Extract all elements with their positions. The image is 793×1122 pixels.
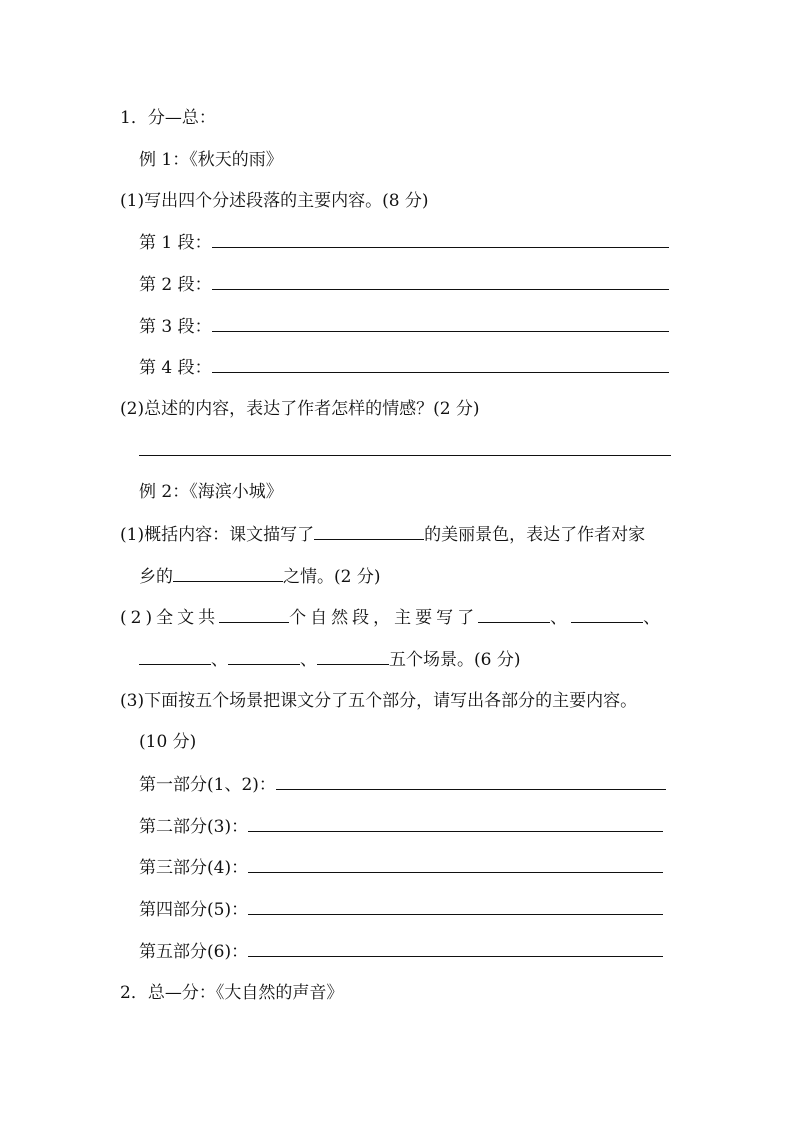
paragraph-2-label: 第 2 段： bbox=[139, 275, 212, 295]
paragraph-1-answer-blank[interactable] bbox=[212, 231, 669, 248]
q1-text-a: (1)概括内容：课文描写了 bbox=[120, 525, 315, 545]
part-5-row bbox=[139, 940, 663, 963]
paragraph-3-label: 第 3 段： bbox=[139, 317, 212, 337]
paragraph-2-row bbox=[139, 273, 669, 296]
scene-4-blank[interactable] bbox=[228, 648, 300, 665]
scene-5-blank[interactable] bbox=[317, 648, 389, 665]
paragraph-count-blank[interactable] bbox=[219, 606, 289, 623]
part-2-row bbox=[139, 815, 663, 838]
example1-question1: (1)写出四个分述段落的主要内容。(8 分) bbox=[120, 191, 429, 211]
feeling-blank[interactable] bbox=[173, 565, 283, 582]
example2-title: 例 2：《海滨小城》 bbox=[139, 482, 283, 502]
paragraph-1-row bbox=[139, 231, 669, 254]
q2-text-a: (2)全文共 bbox=[120, 608, 220, 628]
separator: 、 bbox=[211, 650, 228, 670]
example2-question3-score: (10 分) bbox=[139, 732, 197, 752]
scene-2-blank[interactable] bbox=[571, 606, 643, 623]
paragraph-4-answer-blank[interactable] bbox=[212, 356, 669, 373]
part-3-row bbox=[139, 856, 663, 879]
q2-text-b: 个自然段，主要写了 bbox=[289, 608, 479, 628]
example1-title: 例 1：《秋天的雨》 bbox=[139, 150, 283, 170]
scenery-blank[interactable] bbox=[314, 523, 424, 540]
emotion-answer-blank[interactable] bbox=[139, 439, 671, 456]
part-4-answer-blank[interactable] bbox=[248, 898, 663, 915]
example2-question3: (3)下面按五个场景把课文分了五个部分，请写出各部分的主要内容。 bbox=[120, 691, 638, 711]
example2-question2-line2 bbox=[139, 648, 520, 671]
part-4-row bbox=[139, 898, 663, 921]
part-3-answer-blank[interactable] bbox=[248, 856, 663, 873]
q1-text-b: 的美丽景色，表达了作者对家 bbox=[424, 525, 646, 545]
example1-question2: (2)总述的内容，表达了作者怎样的情感？(2 分) bbox=[120, 399, 480, 419]
scene-3-blank[interactable] bbox=[139, 648, 211, 665]
part-1-label: 第一部分(1、2)： bbox=[139, 775, 276, 795]
emotion-answer-row bbox=[139, 439, 671, 462]
part-5-label: 第五部分(6)： bbox=[139, 942, 249, 962]
paragraph-4-label: 第 4 段： bbox=[139, 358, 212, 378]
part-1-answer-blank[interactable] bbox=[276, 773, 666, 790]
part-5-answer-blank[interactable] bbox=[248, 940, 663, 957]
part-2-answer-blank[interactable] bbox=[248, 815, 663, 832]
part-1-row bbox=[139, 773, 666, 796]
q2-text-c: 五个场景。(6 分) bbox=[389, 650, 521, 670]
paragraph-4-row bbox=[139, 356, 669, 379]
part-2-label: 第二部分(3)： bbox=[139, 817, 249, 837]
paragraph-1-label: 第 1 段： bbox=[139, 233, 212, 253]
paragraph-3-answer-blank[interactable] bbox=[212, 315, 669, 332]
q1-text-d: 之情。(2 分) bbox=[283, 567, 381, 587]
separator: 、 bbox=[550, 608, 572, 628]
scene-1-blank[interactable] bbox=[478, 606, 550, 623]
separator: 、 bbox=[300, 650, 317, 670]
example2-question1-line2 bbox=[139, 565, 380, 588]
separator: 、 bbox=[643, 608, 665, 628]
paragraph-2-answer-blank[interactable] bbox=[212, 273, 669, 290]
part-3-label: 第三部分(4)： bbox=[139, 858, 249, 878]
section1-title: 1．分—总： bbox=[120, 108, 216, 128]
example2-question2-line1 bbox=[120, 606, 664, 629]
section2-title: 2．总—分：《大自然的声音》 bbox=[120, 983, 344, 1003]
q1-text-c: 乡的 bbox=[139, 567, 173, 587]
example2-question1-line1 bbox=[120, 523, 645, 546]
paragraph-3-row bbox=[139, 315, 669, 338]
part-4-label: 第四部分(5)： bbox=[139, 900, 249, 920]
